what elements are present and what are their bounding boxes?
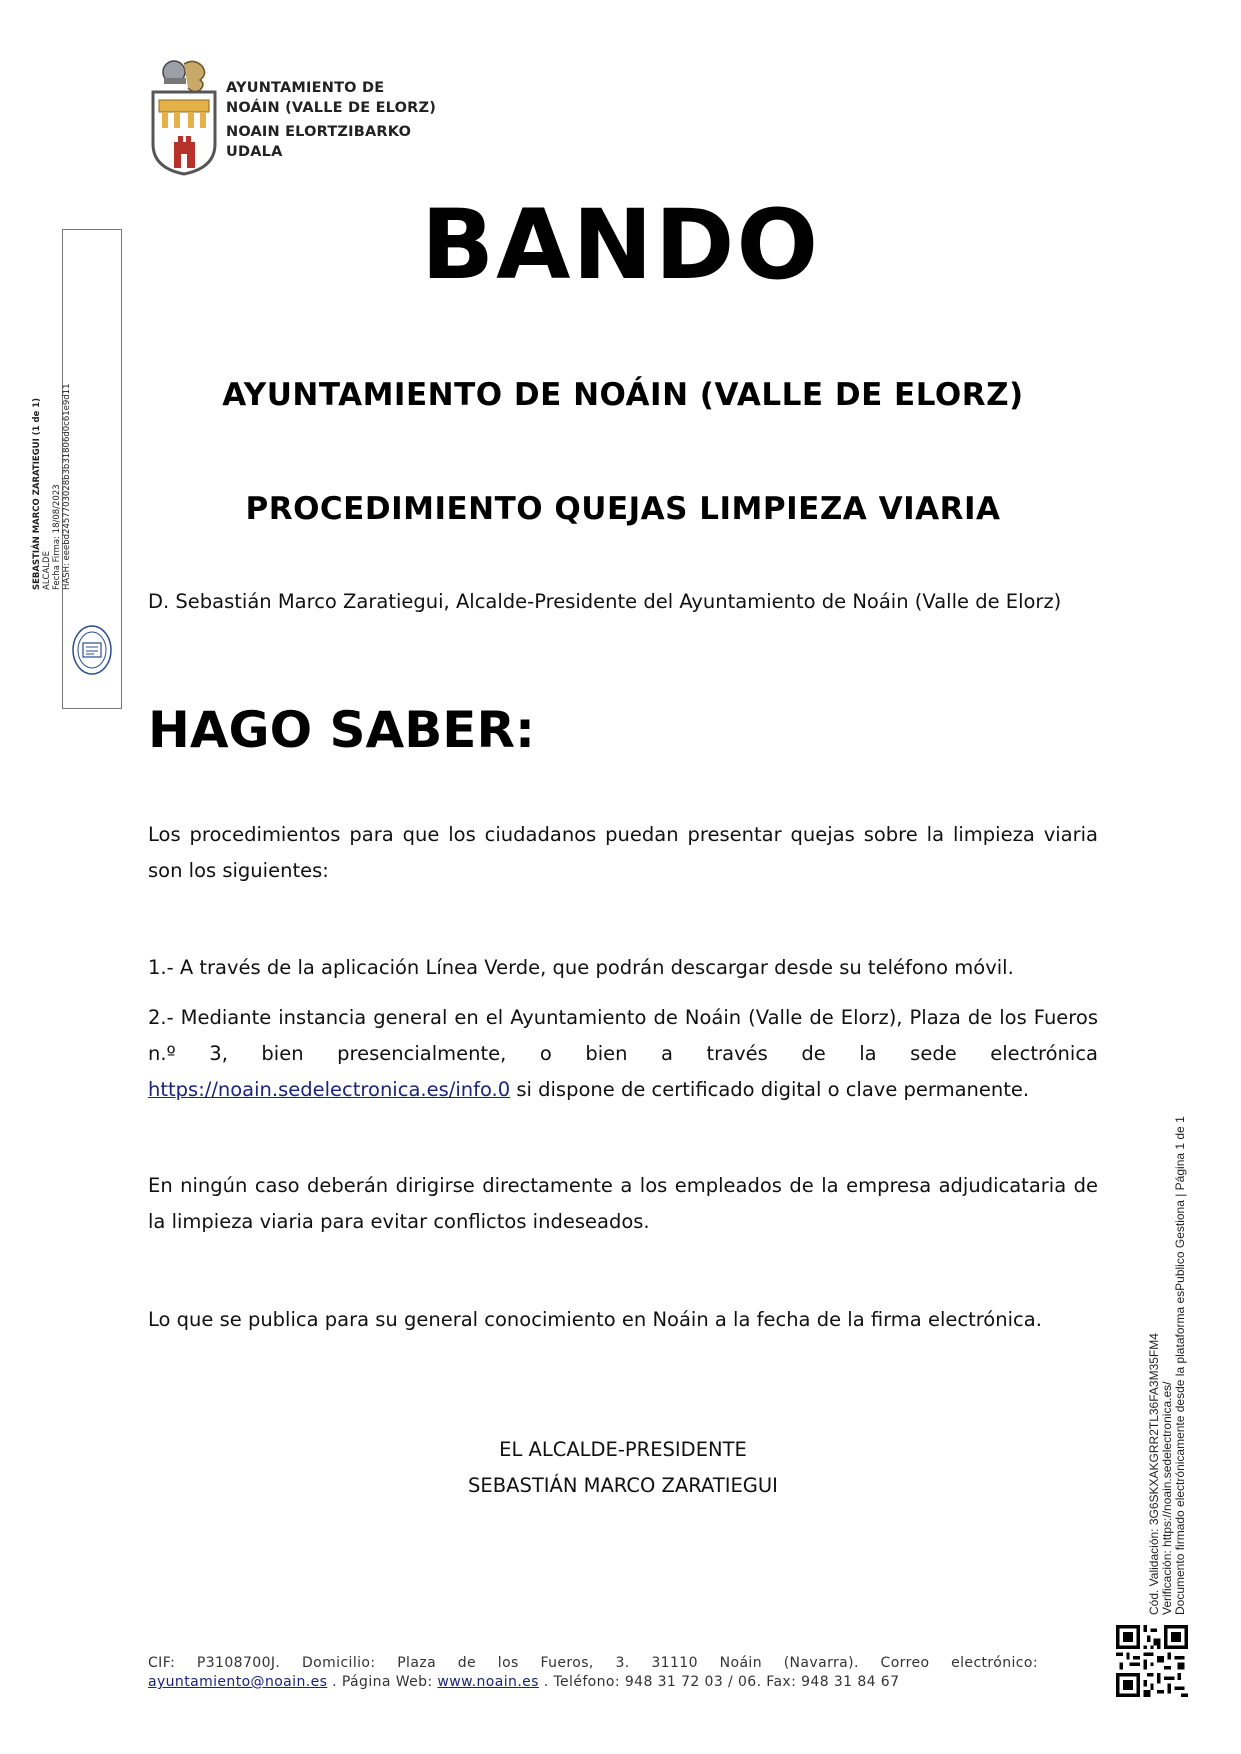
footer-phone: . Teléfono: 948 31 72 03 / 06. Fax: 948 31 84 67 <box>538 1674 900 1690</box>
list-item-2 <box>148 1000 1098 1108</box>
list-item-2-text-end: si dispone de certificado digital o clave permanente. <box>510 1078 1030 1101</box>
municipal-logo <box>150 58 437 176</box>
section-heading: HAGO SABER: <box>148 701 535 759</box>
footer-line-2 <box>148 1673 1038 1692</box>
body-paragraph-3: En ningún caso deberán dirigirse directamente a los empleados de la empresa adjudicataria de la limpieza viaria para evitar conflictos indeseados. <box>148 1174 1098 1233</box>
stamp-date: Fecha Firma: 18/08/2023 <box>52 484 62 590</box>
subtitle-procedimiento: PROCEDIMIENTO QUEJAS LIMPIEZA VIARIA <box>245 491 1001 527</box>
seal-icon <box>71 623 113 677</box>
footer-email-link[interactable]: ayuntamiento@noain.es <box>148 1674 328 1690</box>
verification-text <box>1148 1116 1187 1615</box>
signature-stamp-text <box>32 384 72 591</box>
body-paragraph-4: Lo que se publica para su general conocimiento en Noáin a la fecha de la firma electrónica. <box>148 1308 1042 1331</box>
stamp-signer: SEBASTIÁN MARCO ZARATIEGUI (1 de 1) <box>32 397 42 590</box>
stamp-role: ALCALDE <box>42 551 52 590</box>
logo-line: AYUNTAMIENTO DE <box>226 80 385 96</box>
logo-line: UDALA <box>226 144 283 160</box>
validation-code: Cód. Validación: 3G6SKXAKGRR2TL36FA3M35FM4 <box>1147 1333 1161 1615</box>
sede-electronica-link[interactable]: https://noain.sedelectronica.es/info.0 <box>148 1078 511 1101</box>
logo-line: NOAIN ELORTZIBARKO <box>226 124 412 140</box>
verification-url: Verificación: https://noain.sedelectronica.es/ <box>1160 1381 1174 1615</box>
logo-text <box>226 78 436 162</box>
signature-block <box>148 1432 1098 1504</box>
footer-web-link[interactable]: www.noain.es <box>437 1674 539 1690</box>
platform-note: Documento firmado electrónicamente desde la plataforma esPublico Gestiona | Página 1 de 1 <box>1173 1116 1187 1615</box>
list-item-1: 1.- A través de la aplicación Línea Verde, que podrán descargar desde su teléfono móvil. <box>148 956 1014 979</box>
logo-line: NOÁIN (VALLE DE ELORZ) <box>226 100 437 116</box>
body-paragraph-1: Los procedimientos para que los ciudadanos puedan presentar quejas sobre la limpieza viaria son los siguientes: <box>148 823 1098 882</box>
document-title: BANDO <box>420 189 821 301</box>
footer-web-label: . Página Web: <box>327 1674 438 1690</box>
signature-name: SEBASTIÁN MARCO ZARATIEGUI <box>468 1474 778 1497</box>
intro-paragraph: D. Sebastián Marco Zaratiegui, Alcalde-Presidente del Ayuntamiento de Noáin (Valle de Elorz) <box>148 590 1062 613</box>
subtitle-ayuntamiento: AYUNTAMIENTO DE NOÁIN (VALLE DE ELORZ) <box>222 377 1024 413</box>
footer-line-1: CIF: P3108700J. Domicilio: Plaza de los Fueros, 3. 31110 Noáin (Navarra). Correo electrónico: <box>148 1655 1038 1671</box>
list-item-2-text: 2.- Mediante instancia general en el Ayuntamiento de Noáin (Valle de Elorz), Plaza de los Fueros n.º 3, bien presencialmente, o bien a través de la sede electrónica <box>148 1006 1098 1065</box>
qr-code-icon <box>1116 1625 1188 1697</box>
signature-role: EL ALCALDE-PRESIDENTE <box>499 1438 747 1461</box>
coat-of-arms-icon <box>150 58 220 176</box>
page-footer <box>148 1654 1038 1692</box>
stamp-hash: HASH: eeebd2457703028b3b31806d0c61e9d11 <box>62 383 72 590</box>
